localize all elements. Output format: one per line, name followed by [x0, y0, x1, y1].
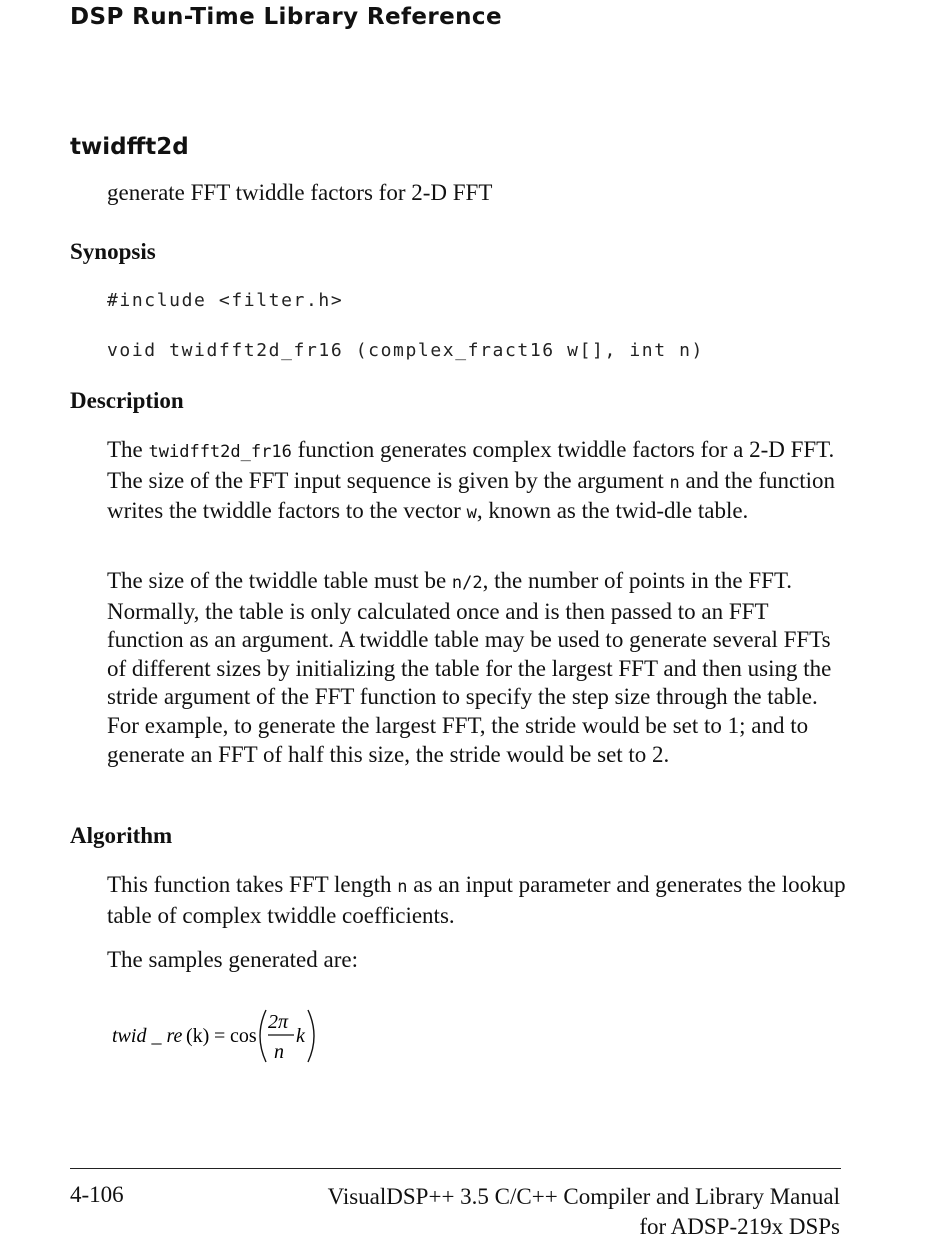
- running-header: DSP Run-Time Library Reference: [70, 4, 502, 30]
- equation-lhs-arg: (k): [186, 1025, 210, 1047]
- equation-lhs-name: twid _ re: [112, 1025, 183, 1047]
- synopsis-heading: Synopsis: [70, 239, 156, 264]
- equation-left-paren: [260, 1010, 266, 1062]
- function-title: twidfft2d: [70, 134, 189, 160]
- description-paragraph-2: The size of the twiddle table must be n/2, the number of points in the FFT. Normally, the table is only calculated once and is then passed to an FFT function as an argument. A twiddle table may be used to generate several FFTs of different sizes by initializing the table for the largest FFT and then using the stride argument of the FFT function to specify the step size through the table. For example, to generate the largest FFT, the stride would be set to 1; and to generate an FFT of half this size, the stride would be set to 2.: [107, 568, 832, 767]
- description-heading: Description: [70, 388, 184, 413]
- equation-equals: =: [214, 1025, 226, 1047]
- footer-rule: [70, 1168, 841, 1169]
- algorithm-paragraph-1: This function takes FFT length n as an input parameter and generates the lookup table of complex twiddle coefficients.: [107, 872, 846, 928]
- synopsis-include: #include <filter.h>: [107, 290, 344, 311]
- algorithm-heading: Algorithm: [70, 823, 173, 848]
- page-number: 4-106: [70, 1182, 124, 1207]
- footer-title-line-1: VisualDSP++ 3.5 C/C++ Compiler and Library Manual: [327, 1184, 840, 1209]
- function-summary: generate FFT twiddle factors for 2-D FFT: [107, 180, 493, 205]
- footer-manual-title: [328, 1182, 840, 1242]
- inline-code: n/2: [451, 573, 483, 593]
- inline-code: n: [669, 472, 680, 493]
- algorithm-paragraph-2: The samples generated are:: [107, 947, 358, 972]
- footer-title-line-2: for ADSP-219x DSPs: [639, 1214, 840, 1239]
- equation-numerator: 2π: [268, 1011, 289, 1033]
- equation-k: k: [296, 1025, 305, 1047]
- twiddle-equation: [110, 1006, 340, 1066]
- equation-cos: cos: [230, 1025, 257, 1047]
- synopsis-prototype: void twidfft2d_fr16 (complex_fract16 w[], int n): [107, 340, 704, 361]
- inline-code: n: [397, 877, 408, 897]
- description-paragraph-1: The twidfft2d_fr16 function generates complex twiddle factors for a 2-D FFT. The size of the FFT input sequence is given by the argument n and the function writes the twiddle factors to the vector w, known as the twid-dle table.: [107, 437, 836, 524]
- equation-denominator: n: [274, 1041, 284, 1063]
- inline-code: w: [466, 503, 477, 524]
- equation-right-paren: [308, 1010, 314, 1062]
- inline-code: twidfft2d_fr16: [148, 442, 292, 462]
